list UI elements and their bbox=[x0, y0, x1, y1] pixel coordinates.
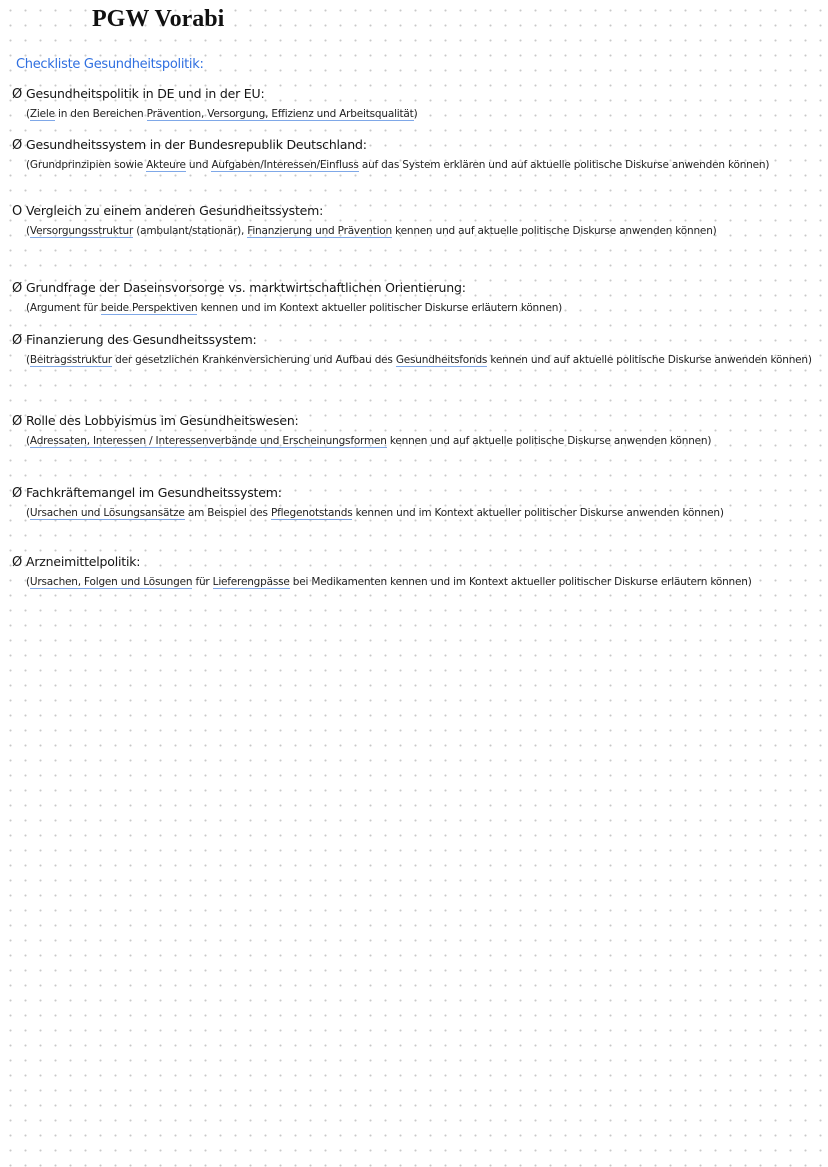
item-description bbox=[26, 505, 816, 522]
checklist-item bbox=[12, 413, 812, 450]
item-heading-text: Gesundheitssystem in der Bundesrepublik Deutschland: bbox=[26, 137, 367, 152]
checkbox-icon: Ø bbox=[12, 486, 23, 501]
underlined-term: Gesundheitsfonds bbox=[395, 354, 488, 366]
description-text: kennen und im Kontext aktueller politischer Diskurse erläutern können) bbox=[197, 302, 563, 314]
checklist-item bbox=[12, 86, 812, 123]
description-text: kennen und auf aktuelle politische Diskurse anwenden können) bbox=[487, 354, 812, 366]
underlined-term: Ursachen, Folgen und Lösungen bbox=[29, 576, 193, 588]
checklist-item bbox=[12, 280, 812, 317]
checkbox-icon: Ø bbox=[12, 87, 23, 102]
item-description bbox=[26, 574, 816, 591]
underlined-term: Akteure bbox=[146, 159, 186, 171]
checkbox-icon: Ø bbox=[12, 555, 23, 570]
item-description bbox=[26, 106, 816, 123]
item-description bbox=[26, 157, 816, 174]
checklist-item bbox=[12, 203, 812, 240]
checklist-item bbox=[12, 554, 812, 591]
checkbox-icon: Ø bbox=[12, 281, 23, 296]
description-text: (Grundprinzipien sowie bbox=[26, 159, 147, 171]
description-text: ( bbox=[26, 435, 30, 447]
underlined-term: Aufgaben/Interessen/Einfluss bbox=[211, 159, 359, 171]
description-text: am Beispiel des bbox=[184, 507, 271, 519]
underlined-term: Ursachen und Lösungsansätze bbox=[29, 507, 185, 519]
item-heading bbox=[12, 203, 812, 219]
description-text: kennen und auf aktuelle politische Diskurse anwenden können) bbox=[386, 435, 712, 447]
item-heading bbox=[12, 137, 812, 153]
item-description bbox=[26, 300, 816, 317]
item-heading bbox=[12, 554, 812, 570]
item-heading-text: Fachkräftemangel im Gesundheitssystem: bbox=[26, 485, 282, 500]
underlined-term: Ziele bbox=[29, 108, 55, 120]
description-text: bei Medikamenten kennen und im Kontext aktueller politischer Diskurse erläutern können) bbox=[289, 576, 752, 588]
description-text: für bbox=[192, 576, 213, 588]
checklist-heading: Checkliste Gesundheitspolitik: bbox=[16, 57, 204, 72]
description-text: ) bbox=[413, 108, 418, 120]
checkbox-icon: Ø bbox=[12, 333, 23, 348]
underlined-term: Lieferengpässe bbox=[212, 576, 290, 588]
item-heading-text: Vergleich zu einem anderen Gesundheitssystem: bbox=[26, 203, 324, 218]
description-text: ( bbox=[26, 225, 30, 237]
description-text: ( bbox=[26, 108, 30, 120]
item-heading bbox=[12, 413, 812, 429]
item-heading-text: Rolle des Lobbyismus im Gesundheitswesen: bbox=[26, 413, 299, 428]
item-heading-text: Arzneimittelpolitik: bbox=[26, 554, 141, 569]
item-description bbox=[26, 223, 816, 240]
underlined-term: Versorgungsstruktur bbox=[29, 225, 134, 237]
item-heading-text: Grundfrage der Daseinsvorsorge vs. marktwirtschaftlichen Orientierung: bbox=[26, 280, 466, 295]
underlined-term: Finanzierung und Prävention bbox=[247, 225, 392, 237]
item-heading bbox=[12, 86, 812, 102]
description-text: in den Bereichen bbox=[54, 108, 147, 120]
underlined-term: beide Perspektiven bbox=[100, 302, 198, 314]
underlined-term: Beitragsstruktur bbox=[29, 354, 113, 366]
item-heading bbox=[12, 332, 812, 348]
document-title: PGW Vorabi bbox=[92, 6, 225, 32]
checklist-item bbox=[12, 137, 812, 174]
item-heading-text: Finanzierung des Gesundheitssystem: bbox=[26, 332, 257, 347]
item-heading bbox=[12, 280, 812, 296]
description-text: kennen und im Kontext aktueller politischer Diskurse anwenden können) bbox=[352, 507, 724, 519]
checkbox-icon: O bbox=[12, 204, 23, 219]
item-description bbox=[26, 433, 816, 450]
underlined-term: Prävention, Versorgung, Effizienz und Arbeitsqualität bbox=[146, 108, 414, 120]
checklist-item bbox=[12, 332, 812, 369]
checklist-item bbox=[12, 485, 812, 522]
underlined-term: Adressaten, Interessen / Interessenverbände und Erscheinungsformen bbox=[29, 435, 387, 447]
underlined-term: Pflegenotstands bbox=[270, 507, 353, 519]
description-text: kennen und auf aktuelle politische Diskurse anwenden können) bbox=[391, 225, 717, 237]
checkbox-icon: Ø bbox=[12, 414, 23, 429]
description-text: und bbox=[185, 159, 212, 171]
description-text: (Argument für bbox=[26, 302, 101, 314]
item-description bbox=[26, 352, 816, 369]
description-text: (ambulant/stationär), bbox=[133, 225, 248, 237]
description-text: ( bbox=[26, 576, 30, 588]
description-text: ( bbox=[26, 507, 30, 519]
item-heading bbox=[12, 485, 812, 501]
description-text: auf das System erklären und auf aktuelle politische Diskurse anwenden können) bbox=[358, 159, 770, 171]
description-text: ( bbox=[26, 354, 30, 366]
description-text: der gesetzlichen Krankenversicherung und Aufbau des bbox=[112, 354, 396, 366]
checkbox-icon: Ø bbox=[12, 138, 23, 153]
item-heading-text: Gesundheitspolitik in DE und in der EU: bbox=[26, 86, 265, 101]
